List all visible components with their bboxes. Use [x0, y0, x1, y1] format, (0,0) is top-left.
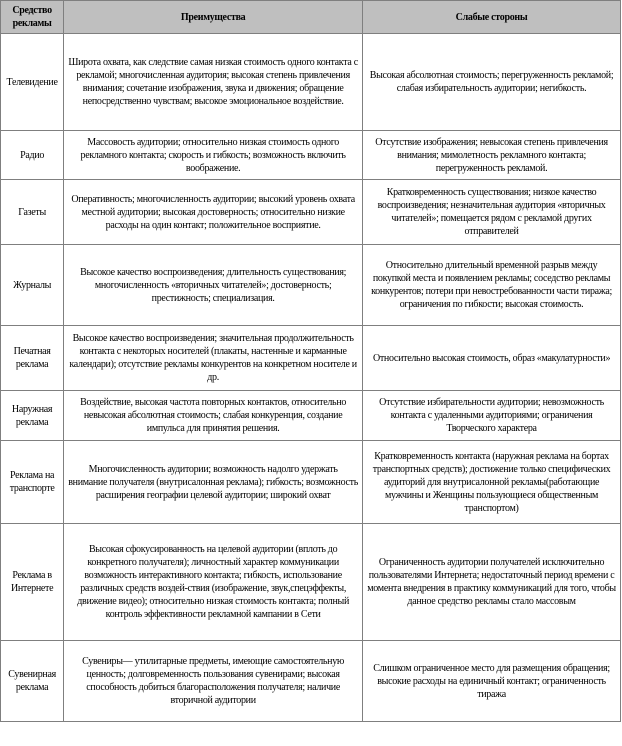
- advantages-cell: Высокое качество воспроизведения; значительная продолжительность контакта с некоторых носителей (плакаты, настенные и карманные календари); отсутствие рекламы конкурентов на конкретном носителе и др.: [64, 326, 363, 391]
- table-row: [1, 131, 621, 180]
- weaknesses-cell: Слишком ограниченное место для размещения обращения; высокие расходы на единичный контакт; ограниченность тиража: [363, 641, 621, 722]
- header-advantages: Преимущества: [64, 1, 363, 34]
- table-row: [1, 641, 621, 722]
- header-medium: Средство рекламы: [1, 1, 64, 34]
- weaknesses-cell: Высокая абсолютная стоимость; перегруженность рекламой; слабая избирательность аудитории; негибкость.: [363, 34, 621, 131]
- advantages-cell: Оперативность; многочисленность аудитории; высокий уровень охвата местной аудитории; высокая достоверность; относительно низкие расходы на один контакт; положительное восприятие.: [64, 180, 363, 245]
- advantages-cell: Высокая сфокусированность на целевой аудитории (вплоть до конкретного получателя); личностный характер коммуникации возможность интерактивного контакта; гибкость, использование различных средств воздей-ствия (изображение, звук,спецэффекты, движение видео); относительно низкая стоимость контакта; полный контроль эффективности рекламной кампании в Сети: [64, 524, 363, 641]
- table-header-row: [1, 1, 621, 34]
- advantages-cell: Многочисленность аудитории; возможность надолго удержать внимание получателя (внутрисалонная реклама); гибкость; возможность расширения географии целевой аудитории; широкий охват: [64, 441, 363, 524]
- medium-cell: Сувенирная реклама: [1, 641, 64, 722]
- weaknesses-cell: Отсутствие изображения; невысокая степень привлечения внимания; мимолетность рекламного контакта; перегруженность рекламой.: [363, 131, 621, 180]
- weaknesses-cell: Отсутствие избирательности аудитории; невозможность контакта с удаленными аудиториями; ограничения Творческого характера: [363, 391, 621, 441]
- table-row: [1, 34, 621, 131]
- table-row: [1, 245, 621, 326]
- table-row: [1, 326, 621, 391]
- advantages-cell: Массовость аудитории; относительно низкая стоимость одного рекламного контакта; скорость и гибкость; возможность включить воображение.: [64, 131, 363, 180]
- weaknesses-cell: Относительно длительный временной разрыв между покупкой места и появлением рекламы; соседство рекламы конкурентов; потери при невостребованности части тиража; ограничения по гибкости; высокая стоимость.: [363, 245, 621, 326]
- medium-cell: Телевидение: [1, 34, 64, 131]
- medium-cell: Журналы: [1, 245, 64, 326]
- advantages-cell: Широта охвата, как следствие самая низкая стоимость одного контакта с рекламой; многочисленная аудитория; высокая степень привлечения внимания; сочетание изображения, звука и движения; обращение непосредственно чувствам; высокое эмоциональное воздействие.: [64, 34, 363, 131]
- table-row: [1, 180, 621, 245]
- table-row: [1, 441, 621, 524]
- medium-cell: Радио: [1, 131, 64, 180]
- medium-cell: Реклама в Интернете: [1, 524, 64, 641]
- advantages-cell: Сувениры— утилитарные предметы, имеющие самостоятельную ценность; долговременность пользования сувенирами; высокая способность добиться благорасположения получателя; наличие вторичной аудитории: [64, 641, 363, 722]
- medium-cell: Наружная реклама: [1, 391, 64, 441]
- advantages-cell: Высокое качество воспроизведения; длительность существования; многочисленность «вторичных читателей»; достоверность; престижность; специализация.: [64, 245, 363, 326]
- medium-cell: Реклама на транспорте: [1, 441, 64, 524]
- advantages-cell: Воздействие, высокая частота повторных контактов, относительно невысокая абсолютная стоимость; слабая конкуренция, создание импульса для принятия решения.: [64, 391, 363, 441]
- medium-cell: Газеты: [1, 180, 64, 245]
- table-row: [1, 391, 621, 441]
- weaknesses-cell: Ограниченность аудитории получателей исключительно пользователями Интернета; недостаточный период времени с момента внедрения в практику коммуникаций для того, чтобы данное средство рекламы стало массовым: [363, 524, 621, 641]
- header-weaknesses: Слабые стороны: [363, 1, 621, 34]
- table-row: [1, 524, 621, 641]
- weaknesses-cell: Относительно высокая стоимость, образ «макулатурности»: [363, 326, 621, 391]
- weaknesses-cell: Кратковременность существования; низкое качество воспроизведения; незначительная аудитория «вторичных читателей»; помещается рядом с рекламой других отправителей: [363, 180, 621, 245]
- medium-cell: Печатная реклама: [1, 326, 64, 391]
- weaknesses-cell: Кратковременность контакта (наружная реклама на бортах транспортных средств); достижение только специфических аудиторий для внутрисалонной рекламы(работающие мужчины и Женщины пользующиеся общественным транспортом): [363, 441, 621, 524]
